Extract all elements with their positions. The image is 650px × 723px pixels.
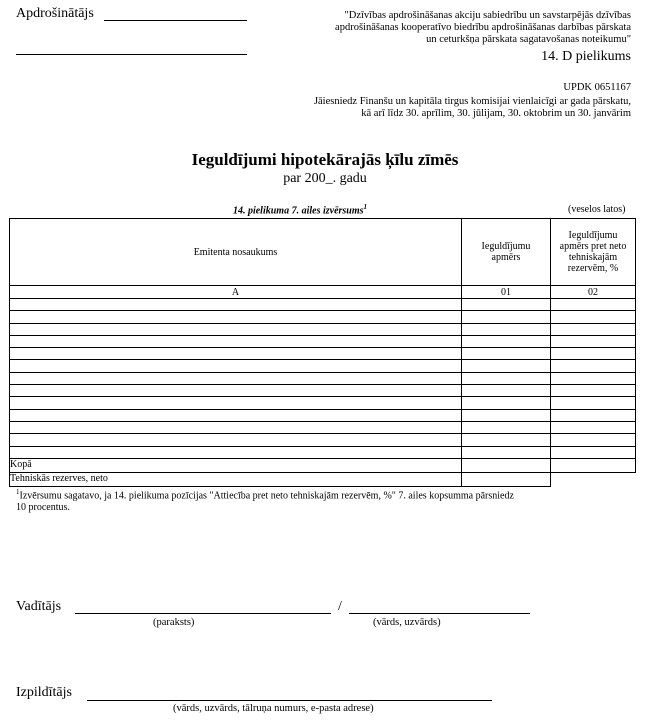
submission-note <box>251 96 631 120</box>
amount-cell[interactable] <box>462 299 551 311</box>
signature-caption: (paraksts) <box>153 617 195 628</box>
ratio-cell[interactable] <box>551 434 636 446</box>
issuer-cell[interactable] <box>10 446 462 458</box>
insurer-label: Apdrošinātājs <box>16 6 94 21</box>
issuer-cell[interactable] <box>10 421 462 433</box>
page-subtitle: par 200_. gadu <box>283 171 367 186</box>
ratio-cell[interactable] <box>551 421 636 433</box>
issuer-cell[interactable] <box>10 348 462 360</box>
column-header-issuer: Emitenta nosaukums <box>10 219 462 286</box>
ratio-cell[interactable] <box>551 311 636 323</box>
head-name-line[interactable] <box>349 613 530 614</box>
table-row <box>10 409 636 421</box>
table-row <box>10 434 636 446</box>
issuer-cell[interactable] <box>10 434 462 446</box>
submission-line-2: kā arī līdz 30. aprīlim, 30. jūlijam, 30. oktobrim un 30. janvārim <box>361 108 631 119</box>
column-header-amount: Ieguldījumu apmērs <box>462 219 551 286</box>
column-code-a: A <box>10 286 462 299</box>
total-amount-cell[interactable] <box>462 458 551 472</box>
amount-cell[interactable] <box>462 323 551 335</box>
issuer-cell[interactable] <box>10 335 462 347</box>
insurer-name-line-2[interactable] <box>16 54 247 55</box>
table-header-row <box>10 219 636 286</box>
table-row <box>10 385 636 397</box>
reserves-row <box>10 472 636 486</box>
amount-cell[interactable] <box>462 409 551 421</box>
issuer-cell[interactable] <box>10 409 462 421</box>
head-label: Vadītājs <box>16 599 62 614</box>
total-ratio-cell[interactable] <box>551 458 636 472</box>
name-separator: / <box>338 599 342 614</box>
ratio-cell[interactable] <box>551 409 636 421</box>
name-caption: (vārds, uzvārds) <box>373 617 441 628</box>
head-signature-line[interactable] <box>75 613 331 614</box>
table-row <box>10 360 636 372</box>
ratio-cell[interactable] <box>551 335 636 347</box>
column-header-ratio: Ieguldījumu apmērs pret neto tehniskajām rezervēm, % <box>551 219 636 286</box>
table-row <box>10 311 636 323</box>
insurer-name-line[interactable] <box>104 20 247 21</box>
units-note: (veselos latos) <box>568 204 626 215</box>
form-code: UPDK 0651167 <box>563 82 631 93</box>
executor-label: Izpildītājs <box>16 685 72 700</box>
table-caption-text: 14. pielikuma 7. ailes izvērsums <box>232 205 364 217</box>
reserves-amount-cell[interactable] <box>462 472 551 486</box>
column-code-01: 01 <box>462 286 551 299</box>
footnote-line-1 <box>16 486 636 502</box>
amount-cell[interactable] <box>462 434 551 446</box>
amount-cell[interactable] <box>462 348 551 360</box>
ratio-cell[interactable] <box>551 360 636 372</box>
footnote-line-2: 10 procentus. <box>16 502 70 514</box>
total-row <box>10 458 636 472</box>
issuer-cell[interactable] <box>10 372 462 384</box>
table-row <box>10 421 636 433</box>
column-code-row <box>10 286 636 299</box>
table-row <box>10 397 636 409</box>
issuer-cell[interactable] <box>10 299 462 311</box>
ratio-cell[interactable] <box>551 385 636 397</box>
regulation-line-1: "Dzīvības apdrošināšanas akciju sabiedrību un savstarpējās dzīvības <box>344 10 631 21</box>
ratio-cell[interactable] <box>551 446 636 458</box>
ratio-cell[interactable] <box>551 397 636 409</box>
table-row <box>10 299 636 311</box>
reserves-label: Tehniskās rezerves, neto <box>10 472 462 486</box>
table-caption <box>0 203 600 216</box>
amount-cell[interactable] <box>462 421 551 433</box>
regulation-line-3: un ceturkšņa pārskata sagatavošanas noteikumu" <box>426 34 631 45</box>
executor-line[interactable] <box>87 700 492 701</box>
page-title: Ieguldījumi hipotekārajās ķīlu zīmēs <box>191 150 459 169</box>
amount-cell[interactable] <box>462 335 551 347</box>
annex-number: 14. D pielikums <box>541 49 631 64</box>
submission-line-1: Jāiesniedz Finanšu un kapitāla tirgus komisijai vienlaicīgi ar gada pārskatu, <box>313 96 631 107</box>
ratio-cell[interactable] <box>551 299 636 311</box>
table-row <box>10 372 636 384</box>
footnote-mark: 1 <box>16 488 20 496</box>
table-caption-footnote-mark: 1 <box>363 203 368 211</box>
issuer-cell[interactable] <box>10 323 462 335</box>
issuer-cell[interactable] <box>10 360 462 372</box>
issuer-cell[interactable] <box>10 385 462 397</box>
ratio-cell[interactable] <box>551 323 636 335</box>
executor-caption: (vārds, uzvārds, tālruņa numurs, e-pasta adrese) <box>173 703 374 714</box>
issuer-cell[interactable] <box>10 311 462 323</box>
table-row <box>10 446 636 458</box>
footnote <box>16 486 636 514</box>
investments-table <box>9 218 636 487</box>
amount-cell[interactable] <box>462 446 551 458</box>
table-row <box>10 323 636 335</box>
regulation-line-2: apdrošināšanas kooperatīvo biedrību apdrošināšanas darbības pārskata <box>335 22 631 33</box>
amount-cell[interactable] <box>462 311 551 323</box>
footnote-text: Izvērsumu sagatavo, ja 14. pielikuma pozīcijas "Attiecība pret neto tehniskajām rezervēm, %" 7. ailes kopsumma pārsniedz <box>19 490 514 502</box>
table-row <box>10 348 636 360</box>
ratio-cell[interactable] <box>551 348 636 360</box>
amount-cell[interactable] <box>462 360 551 372</box>
regulation-reference <box>291 10 631 46</box>
ratio-cell[interactable] <box>551 372 636 384</box>
amount-cell[interactable] <box>462 372 551 384</box>
column-code-02: 02 <box>551 286 636 299</box>
amount-cell[interactable] <box>462 397 551 409</box>
reserves-empty-cell <box>551 472 636 486</box>
table-row <box>10 335 636 347</box>
amount-cell[interactable] <box>462 385 551 397</box>
total-label: Kopā <box>10 458 462 472</box>
issuer-cell[interactable] <box>10 397 462 409</box>
